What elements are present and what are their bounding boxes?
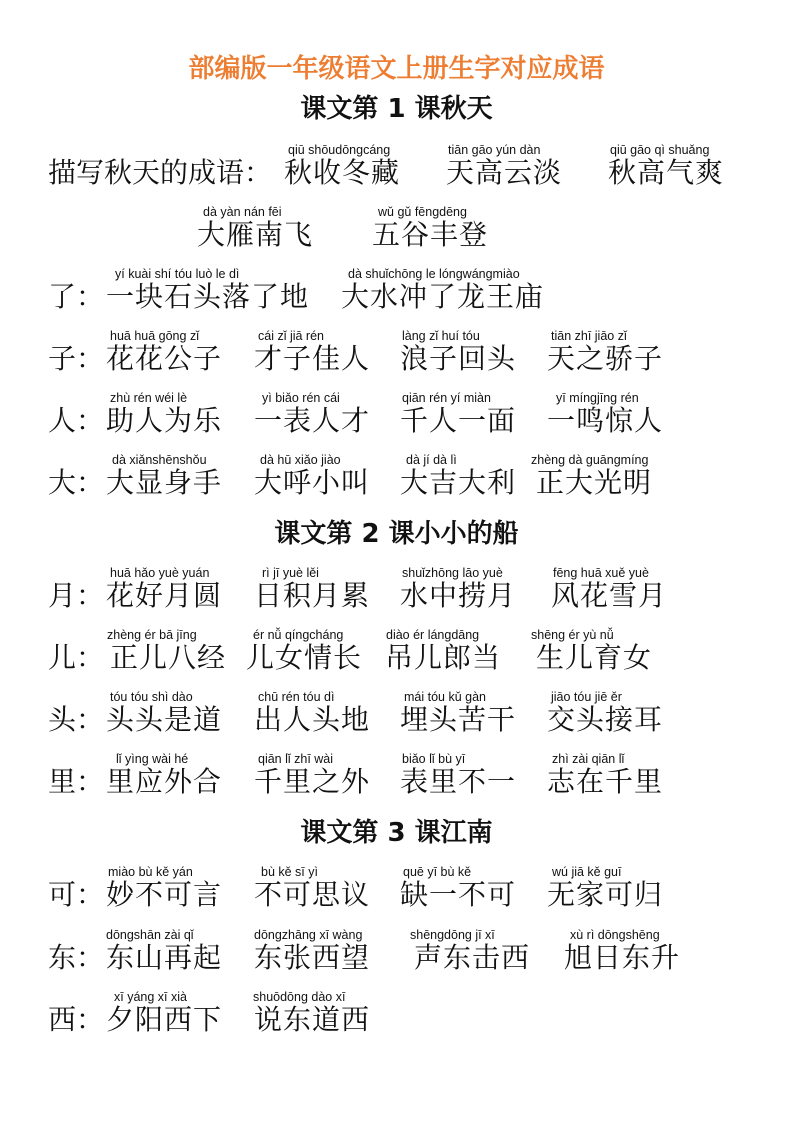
idiom-text: 不可思议: [254, 878, 371, 911]
idiom-pinyin: zhì zài qiān lǐ: [552, 752, 625, 766]
idiom-pinyin: shuōdōng dào xī: [253, 990, 346, 1004]
idiom-pinyin: dà xiǎnshēnshǒu: [112, 453, 207, 467]
row-label: 月：: [48, 579, 105, 612]
idiom-text: 风花雪月: [551, 579, 668, 612]
idiom-pinyin: yí kuài shí tóu luò le dì: [115, 267, 240, 281]
idiom-text: 志在千里: [547, 765, 664, 798]
idiom-text: 大吉大利: [400, 466, 517, 499]
idiom-text: 五谷丰登: [372, 218, 489, 251]
idiom-pinyin: wǔ gǔ fēngdēng: [378, 205, 467, 219]
row-label: 里：: [48, 765, 105, 798]
idiom-text: 千里之外: [254, 765, 371, 798]
idiom-pinyin: dà shuǐchōng le lóngwángmiào: [348, 267, 520, 281]
idiom-pinyin: tiān gāo yún dàn: [448, 143, 541, 157]
idiom-pinyin: dà jí dà lì: [406, 453, 457, 467]
lesson-title: 课文第 1 课秋天: [300, 94, 493, 124]
idiom-pinyin: tóu tóu shì dào: [110, 690, 193, 704]
idiom-pinyin: dà hū xiǎo jiào: [260, 453, 341, 467]
idiom-pinyin: qiān rén yí miàn: [402, 391, 491, 405]
idiom-text: 千人一面: [400, 404, 517, 437]
idiom-pinyin: tiān zhī jiāo zǐ: [551, 329, 627, 343]
idiom-text: 头头是道: [106, 703, 223, 736]
idiom-pinyin: qiān lǐ zhī wài: [258, 752, 334, 766]
idiom-text: 浪子回头: [400, 342, 517, 375]
idiom-pinyin: fēng huā xuě yuè: [553, 566, 649, 580]
idiom-pinyin: zhèng ér bā jīng: [107, 628, 197, 642]
idiom-pinyin: xù rì dōngshēng: [570, 928, 660, 942]
idiom-pinyin: shuǐzhōng lāo yuè: [402, 566, 503, 580]
lesson-title: 课文第 2 课小小的船: [274, 519, 519, 549]
idiom-text: 大水冲了龙王庙: [341, 280, 545, 313]
idiom-pinyin: qiū shōudōngcáng: [288, 143, 391, 157]
idiom-text: 里应外合: [106, 765, 223, 798]
idiom-text: 一块石头落了地: [106, 280, 310, 313]
idiom-pinyin: wú jiā kě guī: [552, 865, 622, 879]
idiom-pinyin: làng zǐ huí tóu: [402, 329, 480, 343]
idiom-pinyin: yī míngjīng rén: [556, 391, 639, 405]
idiom-pinyin: shēng ér yù nǚ: [531, 628, 614, 642]
idiom-pinyin: biǎo lǐ bù yī: [402, 752, 466, 766]
idiom-text: 夕阳西下: [106, 1003, 223, 1036]
idiom-pinyin: dōngzhāng xī wàng: [254, 928, 363, 942]
idiom-text: 大显身手: [106, 466, 223, 499]
idiom-pinyin: quē yī bù kě: [403, 865, 472, 879]
idiom-text: 秋高气爽: [608, 156, 725, 189]
idiom-pinyin: chū rén tóu dì: [258, 690, 335, 704]
idiom-text: 正大光明: [536, 466, 653, 499]
idiom-pinyin: cái zǐ jiā rén: [258, 329, 324, 343]
row-label: 子：: [48, 342, 105, 375]
idiom-text: 花好月圆: [106, 579, 223, 612]
idiom-text: 声东击西: [414, 941, 531, 974]
idiom-text: 表里不一: [400, 765, 517, 798]
idiom-pinyin: yì biǎo rén cái: [262, 391, 340, 405]
row-label: 人：: [48, 404, 105, 437]
idiom-pinyin: zhù rén wéi lè: [110, 391, 188, 405]
idiom-text: 东张西望: [254, 941, 371, 974]
row-label: 了：: [48, 280, 105, 313]
idiom-text: 出人头地: [254, 703, 371, 736]
idiom-text: 大呼小叫: [254, 466, 371, 499]
idiom-pinyin: rì jī yuè lěi: [262, 566, 319, 580]
idiom-text: 妙不可言: [106, 878, 223, 911]
idiom-pinyin: miào bù kě yán: [108, 865, 193, 879]
row-label: 大：: [48, 466, 105, 499]
row-label: 描写秋天的成语：: [48, 156, 273, 189]
idiom-text: 秋收冬藏: [284, 156, 401, 189]
idiom-text: 儿女情长: [246, 641, 363, 674]
idiom-pinyin: shēngdōng jī xī: [410, 928, 495, 942]
idiom-pinyin: jiāo tóu jiē ěr: [551, 690, 622, 704]
idiom-text: 埋头苦干: [400, 703, 517, 736]
idiom-pinyin: bù kě sī yì: [261, 865, 318, 879]
row-label: 西：: [48, 1003, 105, 1036]
idiom-text: 日积月累: [254, 579, 371, 612]
idiom-text: 无家可归: [547, 878, 664, 911]
idiom-text: 吊儿郎当: [385, 641, 502, 674]
idiom-text: 说东道西: [254, 1003, 371, 1036]
idiom-pinyin: lǐ yìng wài hé: [116, 752, 189, 766]
row-label: 可：: [48, 878, 105, 911]
idiom-pinyin: mái tóu kǔ gàn: [404, 690, 486, 704]
idiom-pinyin: dōngshān zài qǐ: [106, 928, 194, 942]
document-title: 部编版一年级语文上册生字对应成语: [188, 54, 605, 84]
idiom-text: 才子佳人: [254, 342, 371, 375]
idiom-text: 天高云淡: [446, 156, 563, 189]
idiom-text: 助人为乐: [106, 404, 223, 437]
idiom-pinyin: dà yàn nán fēi: [203, 205, 282, 219]
idiom-pinyin: zhèng dà guāngmíng: [531, 453, 649, 467]
row-label: 儿：: [48, 641, 105, 674]
idiom-text: 正儿八经: [110, 641, 227, 674]
idiom-text: 一鸣惊人: [547, 404, 664, 437]
idiom-text: 水中捞月: [400, 579, 517, 612]
idiom-pinyin: qiū gāo qì shuǎng: [610, 143, 710, 157]
idiom-text: 天之骄子: [547, 342, 664, 375]
idiom-pinyin: xī yáng xī xià: [114, 990, 187, 1004]
row-label: 头：: [48, 703, 105, 736]
idiom-text: 旭日东升: [564, 941, 681, 974]
idiom-text: 交头接耳: [547, 703, 664, 736]
idiom-pinyin: diào ér lángdāng: [386, 628, 480, 642]
idiom-pinyin: huā huā gōng zǐ: [110, 329, 199, 343]
idiom-text: 缺一不可: [400, 878, 517, 911]
idiom-text: 东山再起: [106, 941, 223, 974]
lesson-title: 课文第 3 课江南: [300, 818, 493, 848]
idiom-text: 大雁南飞: [197, 218, 314, 251]
idiom-pinyin: ér nǚ qíngcháng: [253, 628, 344, 642]
row-label: 东：: [48, 941, 105, 974]
idiom-text: 一表人才: [254, 404, 371, 437]
idiom-text: 生儿育女: [536, 641, 653, 674]
idiom-pinyin: huā hǎo yuè yuán: [110, 566, 210, 580]
idiom-text: 花花公子: [106, 342, 223, 375]
